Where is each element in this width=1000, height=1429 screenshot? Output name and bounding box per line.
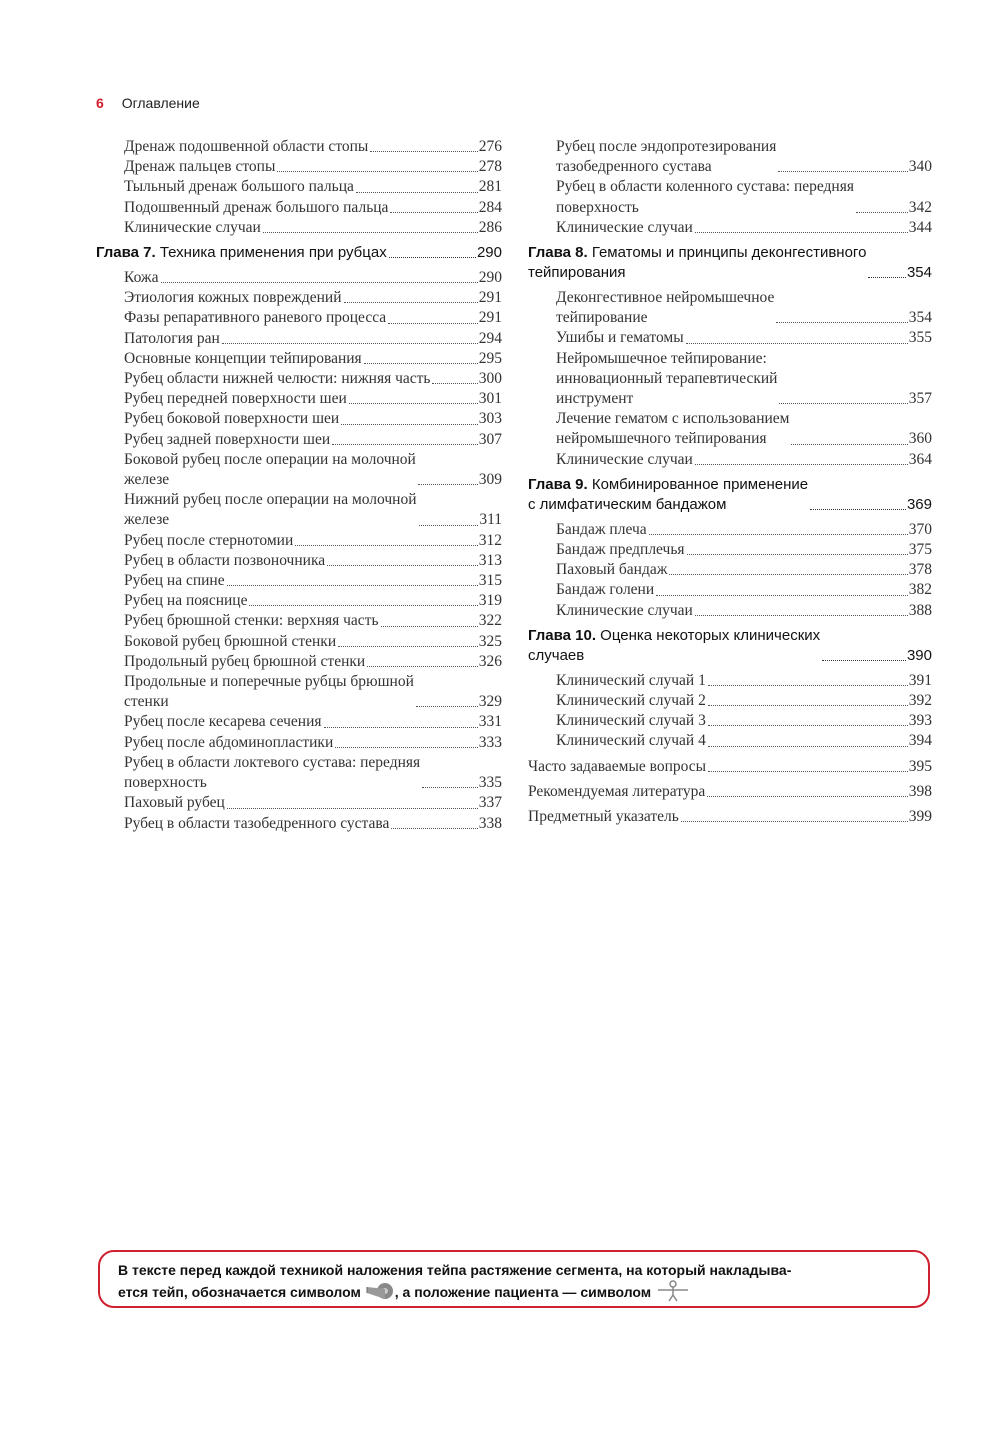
- toc-section-entry: [96, 531, 502, 551]
- entry-page-number: 338: [478, 814, 502, 832]
- toc-section-entry: [96, 652, 502, 672]
- entry-page-number: 295: [478, 349, 502, 367]
- chapter-number: Глава 7.: [96, 244, 156, 262]
- dot-leader: [686, 343, 908, 344]
- entry-page-number: 393: [908, 712, 932, 730]
- entry-title: Нижний рубец после операции на молочной железе: [124, 491, 417, 529]
- chapter-name: Гематомы и принципы деконгестивного тейпирования: [528, 244, 867, 282]
- dot-leader: [249, 605, 477, 606]
- toc-section-entry: [528, 409, 932, 449]
- dot-leader: [335, 747, 478, 748]
- entry-page-number: 382: [908, 581, 932, 599]
- chapter-number: Глава 9.: [528, 475, 588, 493]
- tape-roll-icon: [365, 1281, 395, 1306]
- patient-position-icon: [655, 1280, 691, 1307]
- toc-section-entry: [96, 611, 502, 631]
- toc-section-entry: [528, 560, 932, 580]
- entry-title: Подошвенный дренаж большого пальца: [124, 198, 389, 216]
- chapter-title: [528, 243, 866, 283]
- toc-section-entry: [96, 329, 502, 349]
- dot-leader: [649, 534, 908, 535]
- entry-page-number: 375: [908, 541, 932, 559]
- entry-title: Рубец передней поверхности шеи: [124, 390, 347, 408]
- note-text-a: ется тейп, обозначается символом: [118, 1284, 365, 1301]
- dot-leader: [367, 666, 478, 667]
- entry-title: Предметный указатель: [528, 808, 679, 826]
- entry-page-number: 290: [478, 269, 502, 287]
- entry-page-number: 315: [478, 572, 502, 590]
- entry-page-number: 398: [908, 782, 932, 800]
- toc-section-entry: [96, 753, 502, 793]
- toc-section-entry: [96, 389, 502, 409]
- note-line-1: В тексте перед каждой техникой наложения тейпа растяжение сегмента, на который накладыва-: [118, 1262, 792, 1278]
- entry-title: Патология ран: [124, 329, 220, 347]
- entry-page-number: 300: [478, 370, 502, 388]
- toc-section-entry: [528, 711, 932, 731]
- entry-page-number: 364: [908, 450, 932, 468]
- dot-leader: [708, 725, 908, 726]
- dot-leader: [364, 363, 478, 364]
- dot-leader: [227, 585, 478, 586]
- toc-left-column: [96, 137, 502, 834]
- entry-page-number: 355: [908, 329, 932, 347]
- entry-title: Продольный рубец брюшной стенки: [124, 652, 366, 670]
- dot-leader: [389, 257, 476, 258]
- entry-title: Рубец в области позвоночника: [124, 551, 326, 569]
- dot-leader: [778, 171, 907, 172]
- dot-leader: [391, 828, 477, 829]
- entry-page-number: 390: [906, 646, 932, 664]
- dot-leader: [418, 484, 478, 485]
- chapter-number: Глава 10.: [528, 626, 597, 644]
- toc-top-entry: [528, 757, 932, 777]
- dot-leader: [381, 626, 478, 627]
- entry-page-number: 313: [478, 551, 502, 569]
- entry-page-number: 337: [478, 794, 502, 812]
- toc-section-entry: [96, 793, 502, 813]
- dot-leader: [388, 323, 478, 324]
- dot-leader: [344, 302, 478, 303]
- dot-leader: [277, 171, 477, 172]
- symbol-legend-note: [98, 1250, 930, 1308]
- toc-section-entry: [96, 814, 502, 834]
- dot-leader: [656, 595, 908, 596]
- entry-title: Боковой рубец после операции на молочной железе: [124, 450, 416, 489]
- toc-section-entry: [96, 369, 502, 389]
- entry-page-number: 294: [478, 329, 502, 347]
- entry-page-number: 319: [478, 592, 502, 610]
- dot-leader: [227, 808, 478, 809]
- entry-title: Клинический случай 4: [556, 732, 706, 750]
- entry-page-number: 329: [478, 693, 502, 711]
- entry-title: Клинический случай 2: [556, 692, 706, 710]
- chapter-title: [528, 475, 808, 515]
- toc-chapter-entry: [96, 243, 502, 263]
- toc-section-entry: [96, 490, 502, 530]
- entry-title: Бандаж предплечья: [556, 541, 685, 559]
- dot-leader: [356, 192, 478, 193]
- entry-page-number: 360: [908, 430, 932, 448]
- toc-section-entry: [96, 409, 502, 429]
- chapter-name: Комбинированное применение с лимфатическим бандажом: [528, 475, 809, 513]
- entry-page-number: 354: [906, 264, 932, 282]
- entry-title: Рубец в области коленного сустава: передняя поверхность: [556, 178, 854, 216]
- entry-title: Часто задаваемые вопросы: [528, 757, 707, 775]
- toc-section-entry: [528, 349, 932, 410]
- entry-page-number: 307: [478, 430, 502, 448]
- entry-page-number: 309: [478, 471, 502, 489]
- chapter-name: Техника применения при рубцах: [155, 244, 387, 262]
- entry-title: Ушибы и гематомы: [556, 329, 684, 347]
- toc-section-entry: [528, 177, 932, 217]
- dot-leader: [687, 554, 908, 555]
- toc-section-entry: [96, 733, 502, 753]
- toc-section-entry: [528, 288, 932, 328]
- entry-title: Деконгестивное нейромышечное тейпирование: [556, 289, 775, 327]
- toc-section-entry: [96, 198, 502, 218]
- dot-leader: [422, 787, 478, 788]
- entry-page-number: 281: [478, 178, 502, 196]
- toc-section-entry: [96, 632, 502, 652]
- toc-section-entry: [96, 177, 502, 197]
- dot-leader: [416, 706, 478, 707]
- toc-chapter-entry: [528, 626, 932, 666]
- toc-section-entry: [528, 671, 932, 691]
- entry-page-number: 342: [908, 198, 932, 216]
- entry-title: Бандаж голени: [556, 581, 655, 599]
- dot-leader: [868, 277, 906, 278]
- dot-leader: [263, 232, 478, 233]
- dot-leader: [791, 444, 907, 445]
- entry-page-number: 394: [908, 732, 932, 750]
- entry-page-number: 290: [476, 244, 502, 262]
- toc-section-entry: [96, 450, 502, 490]
- entry-title: Рубец на спине: [124, 572, 225, 590]
- entry-title: Тыльный дренаж большого пальца: [124, 178, 354, 196]
- toc-section-entry: [528, 520, 932, 540]
- toc-section-entry: [528, 137, 932, 177]
- entry-page-number: 276: [478, 138, 502, 155]
- chapter-title: [96, 243, 387, 263]
- dot-leader: [349, 403, 478, 404]
- entry-page-number: 370: [908, 520, 932, 538]
- toc-section-entry: [96, 712, 502, 732]
- entry-title: Фазы репаративного раневого процесса: [124, 309, 387, 327]
- entry-page-number: 311: [479, 511, 502, 529]
- entry-title: Клинические случаи: [556, 450, 693, 468]
- chapter-name: Оценка некоторых клинических случаев: [528, 626, 821, 664]
- entry-title: Дренаж подошвенной области стопы: [124, 138, 369, 155]
- dot-leader: [669, 574, 907, 575]
- entry-title: Этиология кожных повреждений: [124, 289, 342, 307]
- toc-right-column: [528, 137, 932, 830]
- dot-leader: [419, 525, 479, 526]
- entry-page-number: 301: [478, 390, 502, 408]
- entry-title: Паховый бандаж: [556, 561, 668, 579]
- entry-page-number: 369: [906, 495, 932, 513]
- toc-chapter-entry: [528, 243, 932, 283]
- entry-title: Основные концепции тейпирования: [124, 349, 362, 367]
- entry-page-number: 391: [908, 671, 932, 689]
- dot-leader: [338, 646, 478, 647]
- note-line-2: [118, 1280, 910, 1307]
- running-title: Оглавление: [121, 95, 200, 111]
- toc-section-entry: [528, 731, 932, 751]
- toc-section-entry: [96, 308, 502, 328]
- toc-section-entry: [528, 601, 932, 621]
- entry-page-number: 333: [478, 733, 502, 751]
- toc-section-entry: [96, 430, 502, 450]
- entry-title: Кожа: [124, 269, 159, 287]
- dot-leader: [708, 771, 908, 772]
- dot-leader: [390, 212, 477, 213]
- dot-leader: [822, 660, 906, 661]
- dot-leader: [295, 545, 478, 546]
- entry-page-number: 388: [908, 601, 932, 619]
- dot-leader: [324, 727, 478, 728]
- entry-title: Рубец после абдоминопластики: [124, 733, 334, 751]
- dot-leader: [161, 282, 478, 283]
- entry-page-number: 278: [478, 158, 502, 176]
- dot-leader: [327, 565, 478, 566]
- toc-section-entry: [96, 551, 502, 571]
- dot-leader: [681, 821, 908, 822]
- dot-leader: [779, 403, 907, 404]
- entry-title: Клинические случаи: [124, 218, 261, 236]
- toc-top-entry: [528, 807, 932, 827]
- chapter-number: Глава 8.: [528, 244, 588, 262]
- entry-title: Клинические случаи: [556, 601, 693, 619]
- entry-page-number: 378: [908, 561, 932, 579]
- chapter-title: [528, 626, 820, 666]
- entry-page-number: 284: [478, 198, 502, 216]
- dot-leader: [695, 464, 908, 465]
- toc-section-entry: [528, 450, 932, 470]
- entry-page-number: 399: [908, 808, 932, 826]
- toc-section-entry: [96, 672, 502, 712]
- entry-title: Рекомендуемая литература: [528, 782, 706, 800]
- entry-title: Паховый рубец: [124, 794, 225, 812]
- toc-section-entry: [528, 540, 932, 560]
- entry-page-number: 325: [478, 632, 502, 650]
- toc-section-entry: [96, 268, 502, 288]
- toc-section-entry: [528, 580, 932, 600]
- entry-page-number: 322: [478, 612, 502, 630]
- dot-leader: [708, 705, 908, 706]
- entry-page-number: 354: [908, 309, 932, 327]
- entry-title: Рубец на пояснице: [124, 592, 248, 610]
- entry-page-number: 344: [908, 218, 932, 236]
- entry-title: Рубец области нижней челюсти: нижняя часть: [124, 370, 431, 388]
- dot-leader: [856, 212, 908, 213]
- entry-title: Рубец брюшной стенки: верхняя часть: [124, 612, 379, 630]
- toc-section-entry: [96, 157, 502, 177]
- dot-leader: [776, 322, 907, 323]
- dot-leader: [695, 615, 908, 616]
- page-number: 6: [96, 95, 104, 111]
- toc-chapter-entry: [528, 475, 932, 515]
- toc-top-entry: [528, 782, 932, 802]
- toc-section-entry: [96, 288, 502, 308]
- entry-title: Дренаж пальцев стопы: [124, 158, 276, 176]
- entry-page-number: 312: [478, 531, 502, 549]
- dot-leader: [707, 796, 908, 797]
- entry-page-number: 340: [908, 158, 932, 176]
- entry-title: Рубец в области локтевого сустава: передняя поверхность: [124, 753, 421, 792]
- toc-section-entry: [528, 691, 932, 711]
- dot-leader: [370, 151, 477, 152]
- entry-page-number: 291: [478, 289, 502, 307]
- toc-section-entry: [96, 349, 502, 369]
- entry-title: Рубец в области тазобедренного сустава: [124, 814, 390, 832]
- toc-section-entry: [528, 328, 932, 348]
- toc-section-entry: [96, 571, 502, 591]
- entry-page-number: 357: [908, 390, 932, 408]
- entry-title: Клинический случай 1: [556, 671, 706, 689]
- entry-title: Рубец после эндопротезирования тазобедренного сустава: [556, 138, 777, 176]
- entry-page-number: 303: [478, 410, 502, 428]
- entry-title: Рубец задней поверхности шеи: [124, 430, 331, 448]
- dot-leader: [222, 343, 478, 344]
- entry-title: Клинический случай 3: [556, 712, 706, 730]
- entry-page-number: 326: [478, 652, 502, 670]
- dot-leader: [810, 509, 906, 510]
- entry-title: Продольные и поперечные рубцы брюшной стенки: [124, 673, 414, 711]
- dot-leader: [708, 685, 908, 686]
- note-text-b: , а положение пациента — символом: [394, 1284, 656, 1301]
- entry-title: Рубец после кесарева сечения: [124, 713, 322, 731]
- dot-leader: [341, 424, 478, 425]
- dot-leader: [332, 444, 478, 445]
- entry-page-number: 286: [478, 218, 502, 236]
- entry-page-number: 395: [908, 757, 932, 775]
- entry-page-number: 331: [478, 713, 502, 731]
- entry-title: Рубец боковой поверхности шеи: [124, 410, 340, 428]
- entry-title: Боковой рубец брюшной стенки: [124, 632, 337, 650]
- entry-title: Нейромышечное тейпирование: инновационный терапевтический инструмент: [556, 349, 778, 408]
- dot-leader: [695, 232, 908, 233]
- toc-section-entry: [96, 218, 502, 238]
- entry-title: Рубец после стернотомии: [124, 531, 294, 549]
- entry-title: Клинические случаи: [556, 218, 693, 236]
- toc-section-entry: [528, 218, 932, 238]
- toc-section-entry: [96, 591, 502, 611]
- toc-section-entry: [96, 137, 502, 157]
- entry-title: Бандаж плеча: [556, 520, 647, 538]
- entry-title: Лечение гематом с использованием нейромышечного тейпирования: [556, 410, 790, 448]
- running-header: [96, 95, 200, 111]
- entry-page-number: 291: [478, 309, 502, 327]
- entry-page-number: 335: [478, 774, 502, 792]
- entry-page-number: 392: [908, 692, 932, 710]
- dot-leader: [708, 746, 908, 747]
- dot-leader: [432, 383, 477, 384]
